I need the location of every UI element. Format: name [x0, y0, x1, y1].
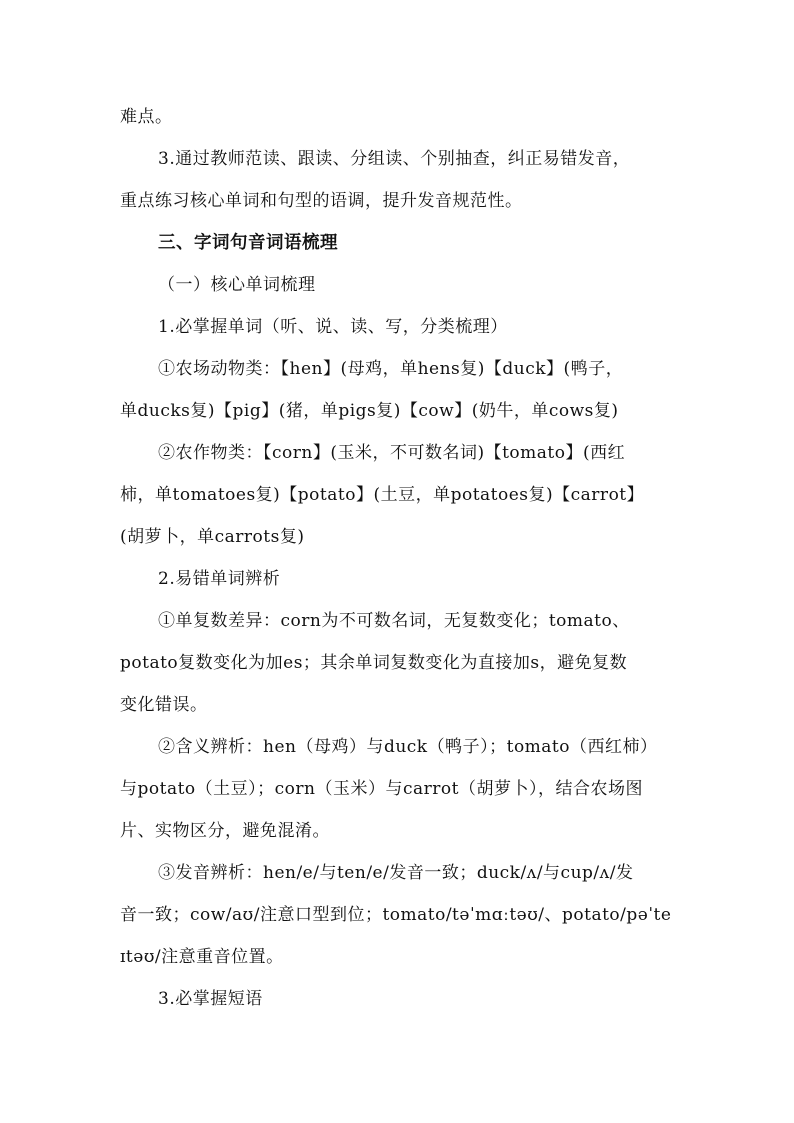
meaning-diff-line-2: 与potato（土豆）；corn（玉米）与carrot（胡萝卜），结合农场图 — [120, 779, 643, 799]
section-heading-3: 三、字词句音词语梳理 — [158, 233, 338, 253]
subsection-heading-core-words: （一）核心单词梳理 — [158, 275, 316, 295]
pronunciation-diff-line-1: ③发音辨析：hen/e/与ten/e/发音一致；duck/ʌ/与cup/ʌ/发 — [158, 863, 634, 883]
item-must-master-words: 1.必掌握单词（听、说、读、写，分类梳理） — [158, 317, 508, 337]
crops-line-2: 柿，单tomatoes复)【potato】(土豆，单potatoes复)【carrot】 — [120, 485, 645, 505]
crops-line-1: ②农作物类：【corn】(玉米，不可数名词)【tomato】(西红 — [158, 443, 626, 463]
text-line-difficulty-end: 难点。 — [120, 107, 173, 127]
item-confusable-words: 2.易错单词辨析 — [158, 569, 281, 589]
meaning-diff-line-1: ②含义辨析：hen（母鸡）与duck（鸭子）；tomato（西红柿） — [158, 737, 658, 757]
crops-line-3: (胡萝卜，单carrots复) — [120, 527, 305, 547]
item-must-master-phrases: 3.必掌握短语 — [158, 989, 263, 1009]
plural-diff-line-2: potato复数变化为加es；其余单词复数变化为直接加s，避免复数 — [120, 653, 628, 673]
meaning-diff-line-3: 片、实物区分，避免混淆。 — [120, 821, 330, 841]
pronunciation-diff-line-2: 音一致；cow/aʊ/注意口型到位；tomato/təˈmɑːtəʊ/、potato/pəˈte — [120, 905, 672, 925]
text-line-step-3: 3.通过教师范读、跟读、分组读、个别抽查，纠正易错发音， — [158, 149, 631, 169]
pronunciation-diff-line-3: ɪtəʊ/注意重音位置。 — [120, 947, 284, 967]
plural-diff-line-1: ①单复数差异：corn为不可数名词，无复数变化；tomato、 — [158, 611, 630, 631]
text-line-step-3-cont: 重点练习核心单词和句型的语调，提升发音规范性。 — [120, 191, 523, 211]
farm-animals-line-2: 单ducks复)【pig】(猪，单pigs复)【cow】(奶牛，单cows复) — [120, 401, 619, 421]
plural-diff-line-3: 变化错误。 — [120, 695, 208, 715]
farm-animals-line-1: ①农场动物类：【hen】(母鸡，单hens复)【duck】(鸭子， — [158, 359, 624, 379]
